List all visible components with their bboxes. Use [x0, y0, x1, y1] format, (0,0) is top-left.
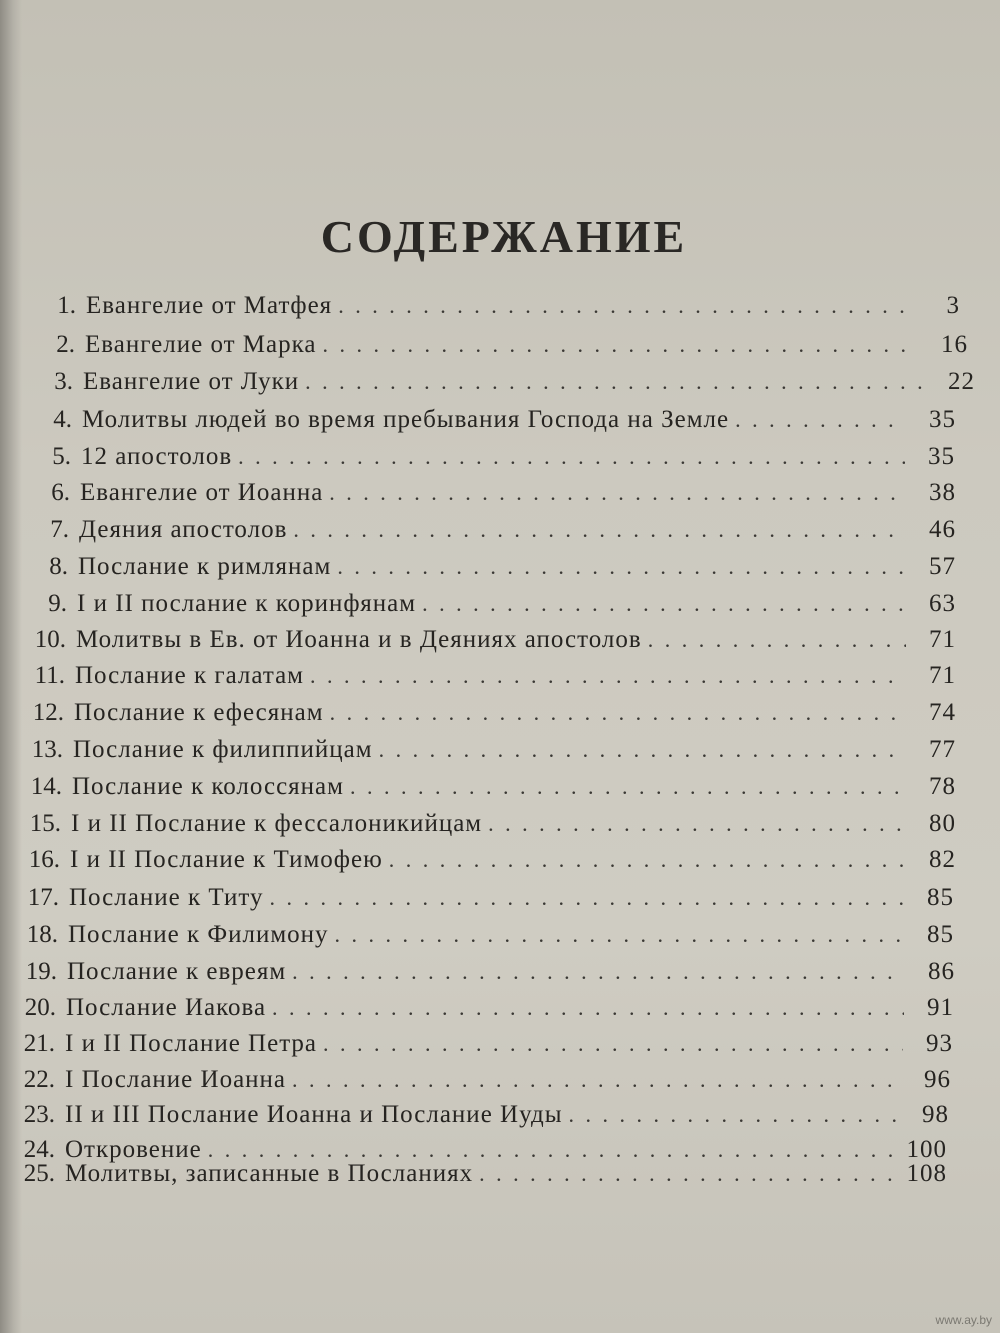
dot-leader [293, 517, 906, 543]
toc-title: Откровение [65, 1136, 202, 1163]
toc-page: 93 [926, 1030, 953, 1057]
toc-title: Евангелие от Иоанна [80, 479, 324, 506]
toc-row [17, 516, 956, 552]
toc-row [13, 662, 956, 698]
toc-title: I Послание Иоанна [65, 1066, 287, 1093]
toc-row [4, 994, 954, 1030]
toc-page: 63 [929, 590, 956, 617]
dot-leader [322, 332, 918, 358]
toc-title: Послание к Филимону [68, 921, 329, 948]
toc-page: 71 [929, 626, 956, 653]
toc-row [19, 443, 955, 479]
toc-page: 91 [927, 994, 954, 1021]
page-title: СОДЕРЖАНИЕ [320, 211, 688, 262]
dot-leader [389, 847, 906, 873]
toc-row [24, 292, 960, 328]
toc-page: 85 [927, 921, 954, 948]
dot-leader [269, 885, 904, 911]
dot-leader [648, 627, 906, 653]
toc-row [21, 368, 975, 404]
toc-page: 96 [924, 1066, 951, 1093]
dot-leader [338, 293, 910, 319]
dot-leader [292, 959, 905, 985]
toc-page: 82 [929, 846, 956, 873]
toc-page: 3 [946, 292, 960, 319]
toc-title: 12 апостолов [81, 443, 233, 470]
toc-page: 46 [929, 516, 956, 543]
dot-leader [379, 737, 906, 763]
dot-leader [330, 700, 906, 726]
dot-leader [569, 1102, 899, 1128]
toc-number: 6. [51, 479, 70, 506]
toc-title: Евангелие от Матфея [86, 292, 333, 319]
toc-title: I и II послание к коринфянам [77, 590, 417, 617]
toc-row [10, 773, 956, 809]
toc-number: 7. [50, 516, 69, 543]
toc-title: Послание к евреям [67, 958, 287, 985]
toc-row [7, 884, 954, 920]
toc-row [23, 331, 968, 367]
toc-number: 1. [57, 292, 76, 319]
toc-number: 17. [27, 884, 59, 911]
toc-row [16, 553, 956, 589]
toc-page: 77 [929, 736, 956, 763]
toc-title: Послание к филиппийцам [73, 736, 373, 763]
toc-row [18, 479, 956, 515]
dot-leader [238, 444, 905, 470]
toc-row [6, 921, 954, 957]
toc-title: Послание к галатам [75, 662, 304, 689]
dot-leader [292, 1067, 901, 1093]
toc-title: Послание Иакова [66, 994, 267, 1021]
toc-row [5, 958, 955, 994]
toc-title: I и II Послание Петра [65, 1030, 318, 1057]
toc-number: 25. [23, 1160, 55, 1187]
toc-number: 12. [32, 699, 64, 726]
toc-number: 13. [31, 736, 63, 763]
toc-row [11, 736, 956, 772]
dot-leader [323, 1031, 903, 1057]
toc-page: 85 [927, 884, 954, 911]
toc-title: Послание к ефесянам [74, 699, 324, 726]
toc-title: Евангелие от Марка [85, 331, 317, 358]
toc-title: Евангелие от Луки [83, 368, 300, 395]
toc-row [3, 1030, 953, 1066]
toc-number: 2. [56, 331, 75, 358]
dot-leader [305, 369, 925, 395]
toc-row [9, 810, 956, 846]
toc-page: 22 [948, 368, 975, 395]
dot-leader [337, 554, 906, 580]
toc-number: 22. [23, 1066, 55, 1093]
toc-number: 19. [25, 958, 57, 985]
toc-title: Деяния апостолов [79, 516, 288, 543]
toc-title: Послание к Титу [69, 884, 264, 911]
toc-number: 3. [54, 368, 73, 395]
dot-leader [479, 1161, 897, 1187]
toc-number: 8. [49, 553, 68, 580]
watermark: www.ay.by [935, 1313, 992, 1327]
dot-leader [335, 922, 904, 948]
dot-leader [350, 774, 906, 800]
toc-title: I и II Послание к Тимофею [70, 846, 383, 873]
toc-number: 15. [29, 810, 61, 837]
dot-leader [735, 407, 906, 433]
toc-title: Послание к колоссянам [72, 773, 344, 800]
dot-leader [310, 663, 906, 689]
toc-number: 11. [34, 662, 65, 689]
toc-row [3, 1101, 949, 1137]
toc-number: 24. [23, 1136, 55, 1163]
toc-title: Молитвы, записанные в Посланиях [65, 1160, 474, 1187]
toc-title: Молитвы людей во время пребывания Господа на Земле [82, 406, 730, 433]
toc-row [12, 699, 956, 735]
toc-page: 86 [928, 958, 955, 985]
toc-page: 38 [929, 479, 956, 506]
toc-page: 98 [922, 1101, 949, 1128]
dot-leader [488, 811, 906, 837]
toc-number: 5. [52, 443, 71, 470]
toc-title: Молитвы в Ев. от Иоанна и в Деяниях апостолов [76, 626, 642, 653]
toc-title: Послание к римлянам [78, 553, 332, 580]
toc-page: 57 [929, 553, 956, 580]
toc-number: 20. [24, 994, 56, 1021]
dot-leader [422, 591, 906, 617]
toc-row [8, 846, 956, 882]
toc-row [15, 590, 956, 626]
toc-number: 21. [23, 1030, 55, 1057]
toc-page: 80 [929, 810, 956, 837]
dot-leader [329, 480, 906, 506]
toc-row [3, 1160, 947, 1196]
toc-number: 10. [34, 626, 66, 653]
toc-page: 78 [929, 773, 956, 800]
toc-row [20, 406, 956, 442]
toc-number: 9. [48, 590, 67, 617]
toc-row [3, 1066, 951, 1102]
toc-title: II и III Послание Иоанна и Послание Иуды [65, 1101, 563, 1128]
toc-page: 35 [929, 406, 956, 433]
toc-page: 35 [928, 443, 955, 470]
toc-number: 14. [30, 773, 62, 800]
toc-number: 18. [26, 921, 58, 948]
toc-page: 16 [941, 331, 968, 358]
toc-row [14, 626, 956, 662]
dot-leader [272, 995, 904, 1021]
toc-title: I и II Послание к фессалоникийцам [71, 810, 483, 837]
toc-number: 4. [53, 406, 72, 433]
toc-page: 71 [929, 662, 956, 689]
toc-page: 108 [906, 1160, 947, 1187]
toc-page: 100 [906, 1136, 947, 1163]
toc-number: 16. [28, 846, 60, 873]
toc-number: 23. [23, 1101, 55, 1128]
toc-page: 74 [929, 699, 956, 726]
